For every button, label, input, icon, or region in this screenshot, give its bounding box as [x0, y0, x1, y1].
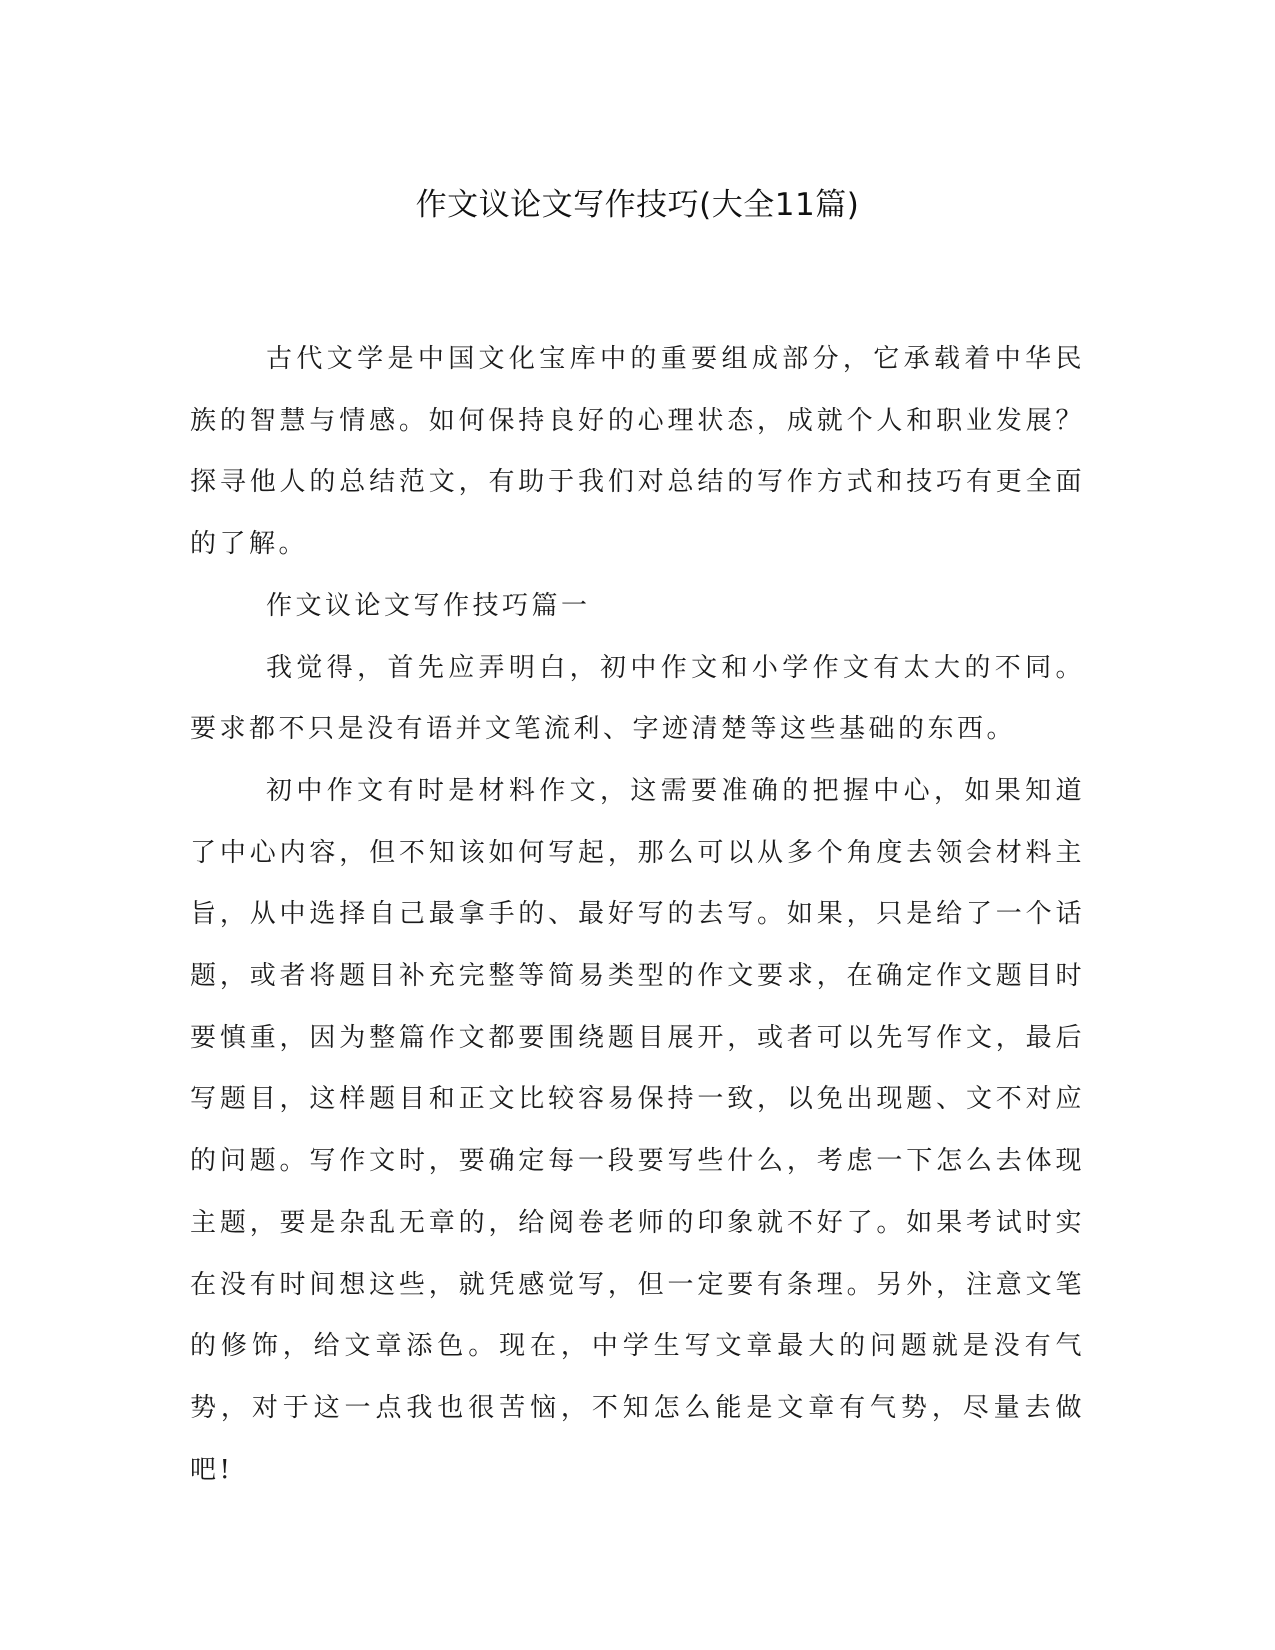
document-body	[190, 329, 1085, 1501]
intro-paragraph: 古代文学是中国文化宝库中的重要组成部分，它承载着中华民族的智慧与情感。如何保持良好的心理状态，成就个人和职业发展？探寻他人的总结范文，有助于我们对总结的写作方式和技巧有更全面的了解。	[190, 344, 1085, 560]
body-paragraph: 初中作文有时是材料作文，这需要准确的把握中心，如果知道了中心内容，但不知该如何写起，那么可以从多个角度去领会材料主旨，从中选择自己最拿手的、最好写的去写。如果，只是给了一个话题，或者将题目补充完整等简易类型的作文要求，在确定作文题目时要慎重，因为整篇作文都要围绕题目展开，或者可以先写作文，最后写题目，这样题目和正文比较容易保持一致，以免出现题、文不对应的问题。写作文时，要确定每一段要写些什么，考虑一下怎么去体现主题，要是杂乱无章的，给阅卷老师的印象就不好了。如果考试时实在没有时间想这些，就凭感觉写，但一定要有条理。另外，注意文笔的修饰，给文章添色。现在，中学生写文章最大的问题就是没有气势，对于这一点我也很苦恼，不知怎么能是文章有气势，尽量去做吧!	[190, 775, 1085, 1485]
body-paragraph: 我觉得，首先应弄明白，初中作文和小学作文有太大的不同。要求都不只是没有语并文笔流利、字迹清楚等这些基础的东西。	[190, 652, 1085, 745]
section-heading: 作文议论文写作技巧篇一	[266, 590, 591, 621]
document-title: 作文议论文写作技巧(大全11篇)	[415, 187, 860, 223]
